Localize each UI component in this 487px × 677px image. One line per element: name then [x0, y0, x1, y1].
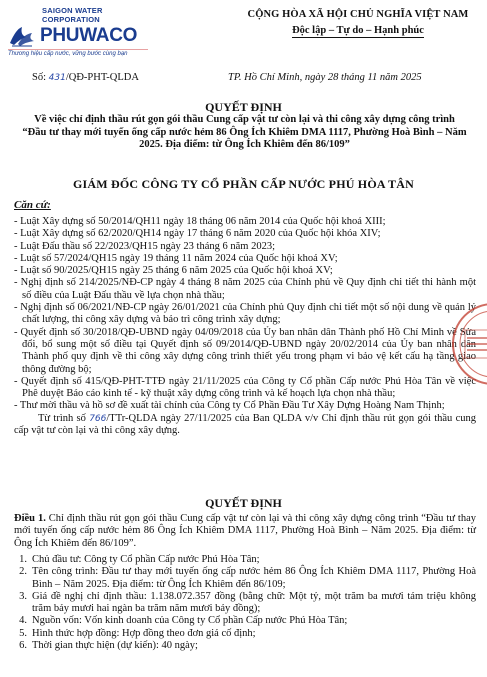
article-1: [14, 513, 476, 550]
list-item: - Nghị định số 06/2021/NĐ-CP ngày 26/01/2021 của Chính phủ Quy định chi tiết một số nội dung về quản lý chất lượng, thi công xây dựng và bảo trì công trình xây dựng;: [14, 302, 476, 326]
document-title: QUYẾT ĐỊNH: [205, 100, 282, 114]
handwritten-proposal-number: 766: [89, 413, 107, 424]
water-drop-logo-icon: [8, 25, 36, 47]
company-logo-block: [8, 6, 158, 57]
national-motto: Độc lập – Tự do – Hạnh phúc: [292, 25, 424, 36]
article-1-items: [14, 554, 476, 652]
company-seal-icon: [449, 300, 487, 388]
nation-name: CỘNG HÒA XÃ HỘI CHỦ NGHĨA VIỆT NAM: [247, 9, 469, 20]
list-item: 5. Hình thức hợp đồng: Hợp đồng theo đơn giá cố định;: [19, 627, 256, 639]
basis-heading: Căn cứ:: [14, 199, 51, 211]
list-item: - Luật Đấu thầu số 22/2023/QH15 ngày 23 tháng 6 năm 2023;: [14, 240, 276, 252]
brand-name: PHUWACO: [40, 25, 138, 46]
issuer-heading: GIÁM ĐỐC CÔNG TY CỔ PHẦN CẤP NƯỚC PHÚ HÒA TÂN: [72, 177, 414, 191]
document-number: Số: 431/QĐ-PHT-QLDA: [32, 72, 139, 83]
list-item: - Luật Xây dựng số 50/2014/QH11 ngày 18 tháng 06 năm 2014 của Quốc hội khoá XIII;: [14, 216, 386, 227]
brand-slogan: Thương hiệu cấp nước, vững bước cùng bạn: [8, 49, 148, 57]
list-item: - Nghị định số 214/2025/NĐ-CP ngày 4 tháng 8 năm 2025 của Chính phủ về Quy định chi tiết thi hành một số điều của Luật Đấu thầu về lựa chọn nhà thầu;: [14, 277, 476, 301]
list-item: 6. Thời gian thực hiện (dự kiến): 40 ngày;: [19, 640, 198, 652]
list-item: 1. Chủ đầu tư: Công ty Cổ phần Cấp nước Phú Hòa Tân;: [19, 554, 260, 565]
list-item: - Quyết định số 415/QĐ-PHT-TTĐ ngày 21/11/2025 của Công ty Cổ phần Cấp nước Phú Hòa Tân về việc Phê duyệt Báo cáo kinh tế - kỹ thuật xây dựng công trình và kế hoạch lựa chọn nhà thầu;: [14, 375, 476, 400]
decision-heading: QUYẾT ĐỊNH: [205, 496, 282, 510]
list-item: - Quyết định số 30/2018/QĐ-UBND ngày 04/09/2018 của Ủy ban nhân dân Thành phố Hồ Chí Minh về Sửa đổi, bổ sung một số điều tại Quyết định số 09/2014/QĐ-UBND ngày 20/02/2014 của Ủy ban nhân dân Thành phố quy định về thi công xây dựng công trình thiết yếu trong phạm vi bảo vệ kết cấu hạ tầng giao thông đường bộ;: [14, 326, 476, 375]
article-label: Điều 1.: [14, 513, 46, 524]
list-item: 2. Tên công trình: Đầu tư thay mới tuyến ống cấp nước hẻm 86 Ông Ích Khiêm DMA 1117, Phường Hoà Bình – Năm 2025. Địa điểm: từ Ông Ích Khiêm đến 86/109;: [19, 566, 476, 590]
document-date: TP. Hồ Chí Minh, ngày 28 tháng 11 năm 2025: [228, 72, 422, 83]
list-item: - Luật số 90/2025/QH15 ngày 25 tháng 6 năm 2025 của Quốc hội khoá XV;: [14, 265, 333, 277]
list-item: - Thư mời thầu và hồ sơ đề xuất tài chính của Công ty Cổ Phần Đầu Tư Xây Dựng Hoàng Nam Thịnh;: [14, 400, 445, 412]
legal-basis-list: [14, 216, 476, 437]
document-subject: Về việc chỉ định thầu rút gọn gói thầu Cung cấp vật tư còn lại và thi công xây dựng công trình “Đầu tư thay mới tuyến ống cấp nước hẻm 86 Ông Ích Khiêm DMA 1117, Phường Hoà Bình – Năm 2025. Địa điểm: từ Ông Ích Khiêm đến 86/109”: [22, 114, 467, 150]
list-item: - Luật Xây dựng số 62/2020/QH14 ngày 17 tháng 6 năm 2020 của Quốc hội khóa XIV;: [14, 228, 381, 240]
national-heading: [238, 9, 478, 38]
list-item: 3. Giá đề nghị chỉ định thầu: 1.138.072.357 đồng (bằng chữ: Một tỷ, một trăm ba mươi tám triệu không trăm bảy mươi hai ngàn ba trăm năm mươi bảy đồng);: [19, 590, 476, 615]
list-item: 4. Nguồn vốn: Vốn kinh doanh của Công ty Cổ phần Cấp nước Phú Hòa Tân;: [19, 615, 348, 627]
handwritten-number: 431: [48, 73, 66, 83]
parent-company-name: SAIGON WATER CORPORATION: [42, 6, 103, 24]
list-item: - Luật số 57/2024/QH15 ngày 19 tháng 11 năm 2024 của Quốc hội khoá XV;: [14, 252, 338, 264]
article-text: Chỉ định thầu rút gọn gói thầu Cung cấp vật tư còn lại và thi công xây dựng công trình “Đầu tư thay mới tuyến ống cấp nước hẻm 86 Ông Ích Khiêm DMA 1117, Phường Hoà Bình – Năm 2025. Địa điểm: từ Ông Ích Khiêm đến 86/109”.: [14, 513, 477, 549]
proposal-reference: Từ trình số 766/TTr-QLDA ngày 27/11/2025 của Ban QLDA v/v Chỉ định thầu rút gọn gói thầu cung cấp vật tư còn lại và thi công xây dựng.: [14, 412, 476, 437]
